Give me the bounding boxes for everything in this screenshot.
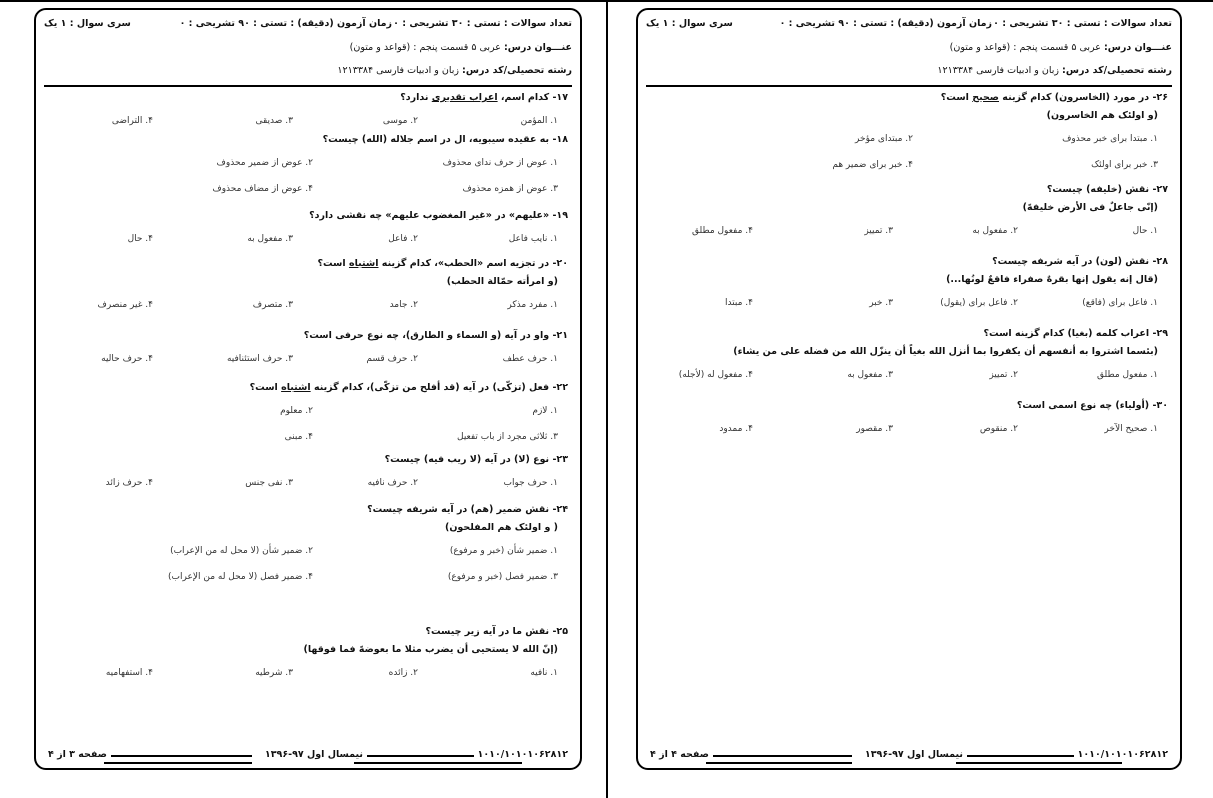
verse-text: ( و اولئک هم المفلحون) bbox=[444, 522, 558, 533]
answer-option[interactable]: ۳. صدیقی bbox=[255, 116, 293, 126]
question-text-end: است؟ bbox=[249, 382, 282, 393]
question-verse bbox=[648, 274, 1168, 292]
question-text bbox=[941, 92, 1168, 103]
question-text bbox=[400, 92, 568, 103]
verse-text: (و اولئک هم الخاسرون) bbox=[1046, 110, 1158, 121]
exam-page-3 bbox=[34, 8, 582, 770]
answer-option[interactable]: ۲. فاعل برای (یقول) bbox=[940, 298, 1018, 308]
course-value: عربی ۵ قسمت پنجم : (قواعد و متون) bbox=[949, 42, 1101, 53]
question-item bbox=[648, 400, 1168, 442]
answer-option[interactable]: ۴. مبتدا bbox=[724, 298, 753, 308]
question-stem bbox=[46, 258, 568, 276]
answer-options bbox=[648, 370, 1168, 388]
course-row bbox=[350, 42, 572, 53]
question-number: ۲۳- bbox=[552, 454, 568, 465]
answer-option[interactable]: ۱. عوض از حرف ندای محذوف bbox=[442, 158, 558, 168]
question-text bbox=[304, 330, 568, 341]
answer-option[interactable]: ۳. ضمیر فصل (خبر و مرفوع) bbox=[447, 572, 558, 582]
verse-text: (و امرأته حمّالة الحطب) bbox=[446, 276, 558, 287]
answer-option[interactable]: ۱. حرف جواب bbox=[503, 478, 558, 488]
answer-options bbox=[46, 406, 568, 450]
answer-option[interactable]: ۴. حرف حالیه bbox=[101, 354, 153, 364]
footer-code: ۱۰۱۰/۱۰۱۰۱۰۶۲۸۱۲ bbox=[474, 749, 572, 760]
answer-option[interactable]: ۱. ضمیر شأن (خبر و مرفوع) bbox=[449, 546, 558, 556]
field-value: زبان و ادبیات فارسی ۱۲۱۳۳۸۴ bbox=[937, 65, 1060, 76]
answer-option[interactable]: ۲. جامد bbox=[389, 300, 418, 310]
answer-option[interactable]: ۳. مقصور bbox=[856, 424, 893, 434]
answer-option[interactable]: ۳. مفعول به bbox=[847, 370, 893, 380]
question-text-start: اعراب کلمه (بغیا) کدام گزینه است؟ bbox=[983, 328, 1150, 339]
answer-option[interactable]: ۲. حرف نافیه bbox=[367, 478, 418, 488]
answer-option[interactable]: ۳. مفعول به bbox=[247, 234, 293, 244]
answer-option[interactable]: ۱. حال bbox=[1132, 226, 1158, 236]
footer-rule bbox=[706, 755, 852, 764]
question-verse bbox=[46, 276, 568, 294]
course-label: عنـــوان درس: bbox=[1104, 42, 1172, 53]
question-emphasis: اشتباه bbox=[348, 258, 379, 269]
page-divider bbox=[606, 0, 608, 798]
question-text-start: نقش (لون) در آیه شریفه چیست؟ bbox=[992, 256, 1150, 267]
answer-option[interactable]: ۳. نفی جنس bbox=[245, 478, 293, 488]
question-verse bbox=[46, 522, 568, 540]
question-item bbox=[46, 210, 568, 252]
question-text-start: نقش ضمیر (هم) در آیه شریفه چیست؟ bbox=[367, 504, 550, 515]
footer-term: نیمسال اول ۹۷-۱۳۹۶ bbox=[261, 749, 367, 760]
answer-option[interactable]: ۴. استفهامیه bbox=[105, 668, 153, 678]
course-label: عنـــوان درس: bbox=[504, 42, 572, 53]
question-text bbox=[984, 328, 1169, 339]
question-text bbox=[425, 626, 568, 637]
question-stem bbox=[46, 504, 568, 522]
answer-options bbox=[648, 226, 1168, 244]
question-stem bbox=[648, 256, 1168, 274]
answer-options bbox=[46, 354, 568, 372]
field-value: زبان و ادبیات فارسی ۱۲۱۳۳۸۴ bbox=[337, 65, 460, 76]
course-value: عربی ۵ قسمت پنجم : (قواعد و متون) bbox=[349, 42, 501, 53]
field-label: رشته تحصیلی/کد درس: bbox=[1062, 65, 1172, 76]
exam-header bbox=[34, 8, 582, 85]
footer-term: نیمسال اول ۹۷-۱۳۹۶ bbox=[861, 749, 967, 760]
question-stem bbox=[46, 92, 568, 110]
question-item bbox=[46, 134, 568, 202]
question-text-start: در مورد (الخاسرون) کدام گزینه bbox=[999, 92, 1150, 103]
verse-text: (إنّی جاعلٌ فی الأرض خلیفهً) bbox=[1022, 202, 1158, 213]
question-text-start: نقش ما در آیه زیر چیست؟ bbox=[425, 626, 550, 637]
page-number: صفحه ۳ از ۴ bbox=[44, 749, 111, 760]
question-item bbox=[46, 382, 568, 450]
question-verse bbox=[648, 346, 1168, 364]
question-stem bbox=[648, 328, 1168, 346]
question-stem bbox=[46, 382, 568, 400]
question-item bbox=[46, 92, 568, 134]
answer-option[interactable]: ۱. حرف عطف bbox=[502, 354, 558, 364]
question-verse bbox=[46, 644, 568, 662]
question-item bbox=[46, 454, 568, 496]
answer-options bbox=[648, 134, 1168, 178]
question-number: ۱۷- bbox=[552, 92, 568, 103]
question-item bbox=[648, 256, 1168, 316]
question-number: ۲۹- bbox=[1152, 328, 1168, 339]
course-row bbox=[950, 42, 1172, 53]
question-item bbox=[46, 258, 568, 318]
question-text bbox=[323, 134, 568, 145]
answer-option[interactable]: ۲. مبتدای مؤخر bbox=[855, 134, 913, 144]
question-text-start: واو در آیه (و السماء و الطارق)، چه نوع حرفی است؟ bbox=[303, 330, 550, 341]
answer-option[interactable]: ۱. مفعول مطلق bbox=[1096, 370, 1158, 380]
answer-option[interactable]: ۱. نافیه bbox=[530, 668, 558, 678]
answer-option[interactable]: ۴. خبر برای ضمیر هم bbox=[832, 160, 913, 170]
answer-option[interactable]: ۳. متصرف bbox=[252, 300, 293, 310]
exam-header bbox=[636, 8, 1182, 85]
question-number: ۲۱- bbox=[552, 330, 568, 341]
field-row bbox=[337, 65, 572, 76]
question-text-start: در تجزیه اسم «الحطب»، کدام گزینه bbox=[378, 258, 550, 269]
answer-option[interactable]: ۲. حرف قسم bbox=[366, 354, 418, 364]
answer-option[interactable]: ۴. غیر منصرف bbox=[97, 300, 153, 310]
question-item bbox=[648, 184, 1168, 244]
answer-option[interactable]: ۴. التراضی bbox=[111, 116, 153, 126]
question-text-start: نوع (لا) در آیه (لا ریب فیه) چیست؟ bbox=[384, 454, 550, 465]
answer-option[interactable]: ۳. خبر برای اولئک bbox=[1091, 160, 1158, 170]
page-footer bbox=[636, 746, 1182, 770]
question-number: ۲۷- bbox=[1152, 184, 1168, 195]
question-item bbox=[648, 92, 1168, 178]
question-verse bbox=[648, 202, 1168, 220]
answer-options bbox=[46, 234, 568, 252]
answer-option[interactable]: ۳. تمییز bbox=[864, 226, 893, 236]
question-text bbox=[385, 454, 568, 465]
answer-options bbox=[46, 158, 568, 202]
answer-option[interactable]: ۳. شرطیه bbox=[255, 668, 293, 678]
question-stem bbox=[46, 626, 568, 644]
answer-option[interactable]: ۱. فاعل برای (فاقع) bbox=[1082, 298, 1158, 308]
question-text-start: کدام اسم، bbox=[497, 92, 550, 103]
exam-time: زمان آزمون (دقیقه) : تستی : ۹۰ تشریحی : ۰ bbox=[179, 18, 392, 29]
question-text-start: نقش (خلیفه) چیست؟ bbox=[1046, 184, 1150, 195]
verse-text: (بئسما اشتروا به أنفسهم أن یکفروا بما أنزل الله بغیاً أن ینزّل الله من فضله علی من یشاء) bbox=[733, 346, 1158, 357]
question-number: ۱۹- bbox=[552, 210, 568, 221]
question-stem bbox=[46, 330, 568, 348]
answer-option[interactable]: ۴. حال bbox=[127, 234, 153, 244]
question-text bbox=[367, 504, 568, 515]
answer-option[interactable]: ۲. فاعل bbox=[388, 234, 418, 244]
question-stem bbox=[46, 210, 568, 228]
answer-option[interactable]: ۳. عوض از همزه محذوف bbox=[462, 184, 558, 194]
header-divider bbox=[646, 85, 1172, 87]
answer-option[interactable]: ۲. منقوص bbox=[979, 424, 1018, 434]
question-item bbox=[46, 504, 568, 590]
question-item bbox=[46, 330, 568, 372]
question-emphasis: صحیح bbox=[972, 92, 999, 103]
question-stem bbox=[648, 400, 1168, 418]
answer-option[interactable]: ۱. مبتدا برای خبر محذوف bbox=[1062, 134, 1158, 144]
header-divider bbox=[44, 85, 572, 87]
question-stem bbox=[46, 134, 568, 152]
field-label: رشته تحصیلی/کد درس: bbox=[462, 65, 572, 76]
question-text bbox=[317, 258, 568, 269]
question-number: ۳۰- bbox=[1152, 400, 1168, 411]
answer-option[interactable]: ۱. مفرد مذکر bbox=[507, 300, 558, 310]
answer-option[interactable]: ۲. عوض از ضمیر محذوف bbox=[216, 158, 313, 168]
question-stem bbox=[648, 92, 1168, 110]
question-number: ۲۰- bbox=[552, 258, 568, 269]
question-text bbox=[1017, 400, 1168, 411]
answer-option[interactable]: ۱. لازم bbox=[532, 406, 558, 416]
answer-option[interactable]: ۳. ثلاثی مجرد از باب تفعیل bbox=[457, 432, 558, 442]
question-text-end: است؟ bbox=[940, 92, 973, 103]
question-text bbox=[992, 256, 1168, 267]
answer-option[interactable]: ۳. حرف استئنافیه bbox=[226, 354, 293, 364]
answer-option[interactable]: ۳. خبر bbox=[869, 298, 893, 308]
question-text-end: ندارد؟ bbox=[400, 92, 432, 103]
question-text bbox=[250, 382, 568, 393]
question-emphasis: اعراب تقدیری bbox=[431, 92, 498, 103]
question-number: ۲۴- bbox=[552, 504, 568, 515]
answer-options bbox=[648, 298, 1168, 316]
answer-option[interactable]: ۴. حرف زائد bbox=[105, 478, 153, 488]
question-count: تعداد سوالات : تستی : ۳۰ تشریحی : ۰ bbox=[993, 18, 1172, 29]
answer-option[interactable]: ۴. مفعول له (لأجله) bbox=[678, 370, 753, 380]
exam-page-4 bbox=[636, 8, 1182, 770]
question-text-start: «علیهم» در «غیر المغضوب علیهم» چه نقشی دارد؟ bbox=[309, 210, 550, 221]
answer-option[interactable]: ۲. زائده bbox=[388, 668, 418, 678]
answer-options bbox=[46, 300, 568, 318]
answer-option[interactable]: ۴. مفعول مطلق bbox=[691, 226, 753, 236]
answer-option[interactable]: ۴. ممدود bbox=[719, 424, 753, 434]
answer-options bbox=[46, 116, 568, 134]
question-number: ۲۸- bbox=[1152, 256, 1168, 267]
question-emphasis: اشتباه bbox=[281, 382, 311, 393]
question-series: سری سوال : ۱ یک bbox=[646, 18, 733, 29]
answer-option[interactable]: ۲. موسی bbox=[382, 116, 418, 126]
answer-option[interactable]: ۱. نایب فاعل bbox=[508, 234, 558, 244]
question-item bbox=[648, 328, 1168, 388]
answer-option[interactable]: ۲. ضمیر شأن (لا محل له من الإعراب) bbox=[170, 546, 313, 556]
question-text-end: است؟ bbox=[317, 258, 349, 269]
footer-code: ۱۰۱۰/۱۰۱۰۱۰۶۲۸۱۲ bbox=[1074, 749, 1172, 760]
exam-time: زمان آزمون (دقیقه) : تستی : ۹۰ تشریحی : ۰ bbox=[779, 18, 992, 29]
answer-options bbox=[46, 668, 568, 686]
question-number: ۲۲- bbox=[552, 382, 568, 393]
answer-option[interactable]: ۴. ضمیر فصل (لا محل له من الإعراب) bbox=[168, 572, 313, 582]
question-text bbox=[309, 210, 568, 221]
answer-options bbox=[46, 546, 568, 590]
answer-option[interactable]: ۲. معلوم bbox=[280, 406, 313, 416]
question-series: سری سوال : ۱ یک bbox=[44, 18, 131, 29]
page-number: صفحه ۴ از ۴ bbox=[646, 749, 713, 760]
question-number: ۲۵- bbox=[552, 626, 568, 637]
verse-text: (قال إنه یقول إنها بقرهٌ صفراء فاقعٌ لونُها...) bbox=[946, 274, 1158, 285]
answer-option[interactable]: ۴. مبنی bbox=[284, 432, 313, 442]
question-verse bbox=[648, 110, 1168, 128]
answer-option[interactable]: ۲. مفعول به bbox=[972, 226, 1018, 236]
question-text-start: به عقیده سیبویه، ال در اسم جلاله (الله) چیست؟ bbox=[322, 134, 550, 145]
answer-options bbox=[46, 478, 568, 496]
question-stem bbox=[648, 184, 1168, 202]
question-text bbox=[1047, 184, 1168, 195]
field-row bbox=[937, 65, 1172, 76]
question-text-start: فعل (تزکّی) در آیه (قد أفلح من تزکّی)، کدام گزینه bbox=[310, 382, 550, 393]
answer-options bbox=[648, 424, 1168, 442]
answer-option[interactable]: ۴. عوض از مضاف محذوف bbox=[212, 184, 313, 194]
answer-option[interactable]: ۲. تمییز bbox=[989, 370, 1018, 380]
question-text-start: (أولیاء) چه نوع اسمی است؟ bbox=[1016, 400, 1150, 411]
question-count: تعداد سوالات : تستی : ۳۰ تشریحی : ۰ bbox=[393, 18, 572, 29]
footer-rule bbox=[104, 755, 252, 764]
question-item bbox=[46, 626, 568, 686]
question-stem bbox=[46, 454, 568, 472]
verse-text: (إنّ الله لا یستحیی أن یضرب مثلا ما بعوضهً فما فوقها) bbox=[303, 644, 558, 655]
page-footer bbox=[34, 746, 582, 770]
answer-option[interactable]: ۱. صحیح الآخر bbox=[1104, 424, 1158, 434]
question-number: ۲۶- bbox=[1152, 92, 1168, 103]
question-number: ۱۸- bbox=[552, 134, 568, 145]
answer-option[interactable]: ۱. المؤمن bbox=[520, 116, 558, 126]
